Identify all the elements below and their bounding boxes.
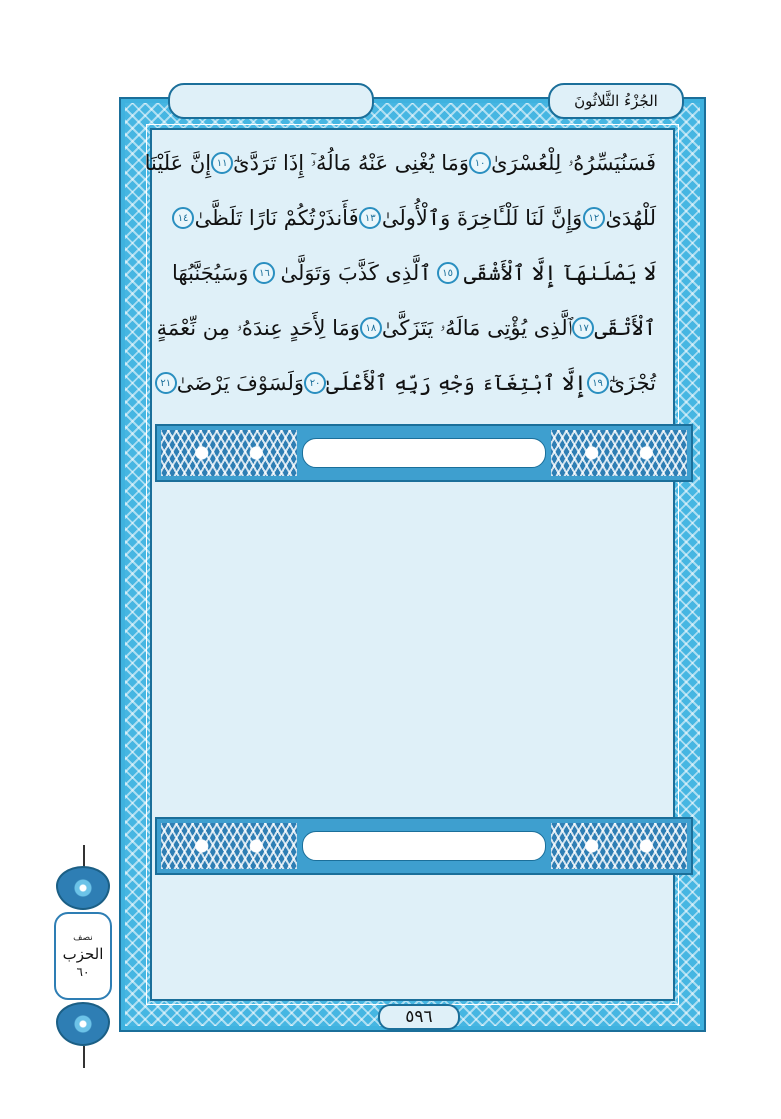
banner-ornament-icon bbox=[161, 430, 297, 476]
verse-marker: ١٤ bbox=[172, 207, 194, 229]
hizb-label: الحزب bbox=[62, 945, 104, 963]
surah-name-cartouche bbox=[302, 438, 546, 468]
verse-line-5 bbox=[160, 361, 656, 405]
surah-banner-top bbox=[155, 424, 693, 482]
verse-line-2 bbox=[172, 196, 656, 240]
verse-text: إِنَّ عَلَيْنَا bbox=[144, 151, 212, 175]
verse-line-4 bbox=[156, 306, 656, 350]
header-tab-juz bbox=[548, 83, 684, 119]
hizb-label-box bbox=[54, 912, 112, 1000]
verse-line-3 bbox=[172, 251, 656, 295]
page-number: ٥٩٦ bbox=[378, 1004, 460, 1030]
verse-text: وَلَسَوْفَ يَرْضَىٰ bbox=[176, 371, 305, 395]
hizb-number: ٦٠ bbox=[76, 965, 90, 979]
surah-name-cartouche bbox=[302, 831, 546, 861]
banner-ornament-icon bbox=[551, 430, 687, 476]
hizb-line-top bbox=[83, 845, 85, 867]
verse-marker: ١٠ bbox=[469, 152, 491, 174]
verse-text: لَا يَصْلَىٰهَآ إِلَّا ٱلْأَشْقَى bbox=[463, 261, 656, 285]
verse-marker: ١٩ bbox=[587, 372, 609, 394]
verse-marker: ١٣ bbox=[359, 207, 381, 229]
verse-text: إِلَّا ٱبْتِغَآءَ وَجْهِ رَبِّهِ ٱلْأَعْلَىٰ bbox=[326, 371, 587, 395]
hizb-marker bbox=[52, 866, 114, 1048]
banner-ornament-icon bbox=[161, 823, 297, 869]
surah-banner-bottom bbox=[155, 817, 693, 875]
verse-marker: ٢٠ bbox=[304, 372, 326, 394]
verse-text: وَمَا يُغْنِى عَنْهُ مَالُهُۥٓ إِذَا تَرَدَّىٰٓ bbox=[233, 150, 470, 175]
verse-marker: ١٥ bbox=[437, 262, 459, 284]
verse-text: وَمَا لِأَحَدٍ عِندَهُۥ مِن نِّعْمَةٍ bbox=[156, 315, 360, 340]
verse-text: فَسَنُيَسِّرُهُۥ لِلْعُسْرَىٰ bbox=[491, 150, 656, 175]
hizb-ornament-icon bbox=[56, 866, 110, 910]
verse-text: لَلْهُدَىٰ bbox=[605, 206, 656, 230]
hizb-line-bottom bbox=[83, 1046, 85, 1068]
verse-text: ٱلْأَتْقَى bbox=[594, 316, 656, 340]
verse-marker: ٢١ bbox=[155, 372, 177, 394]
hizb-label-top: نصف bbox=[73, 933, 93, 943]
verse-marker: ١٨ bbox=[360, 317, 382, 339]
verse-marker: ١٦ bbox=[253, 262, 275, 284]
verse-text: ٱلَّذِى يُؤْتِى مَالَهُۥ يَتَزَكَّىٰ bbox=[381, 315, 573, 340]
juz-title: الجُزْءُ الثَّلاثُونَ bbox=[574, 92, 658, 110]
verse-text: وَسَيُجَنَّبُهَا bbox=[172, 261, 249, 285]
verse-text: تُجْزَىٰٓ bbox=[608, 371, 656, 395]
verse-marker: ١٧ bbox=[572, 317, 594, 339]
header-tab-surah bbox=[168, 83, 374, 119]
verse-marker: ١١ bbox=[211, 152, 233, 174]
verse-text: وَإِنَّ لَنَا لَلْـَٔاخِرَةَ وَٱلْأُولَىٰ bbox=[381, 206, 583, 230]
verse-text: ٱلَّذِى كَذَّبَ وَتَوَلَّىٰ bbox=[280, 261, 432, 285]
verse-text: فَأَنذَرْتُكُمْ نَارًا تَلَظَّىٰ bbox=[194, 206, 359, 230]
banner-ornament-icon bbox=[551, 823, 687, 869]
hizb-ornament-icon bbox=[56, 1002, 110, 1046]
verse-marker: ١٢ bbox=[583, 207, 605, 229]
verse-line-1 bbox=[144, 141, 656, 185]
